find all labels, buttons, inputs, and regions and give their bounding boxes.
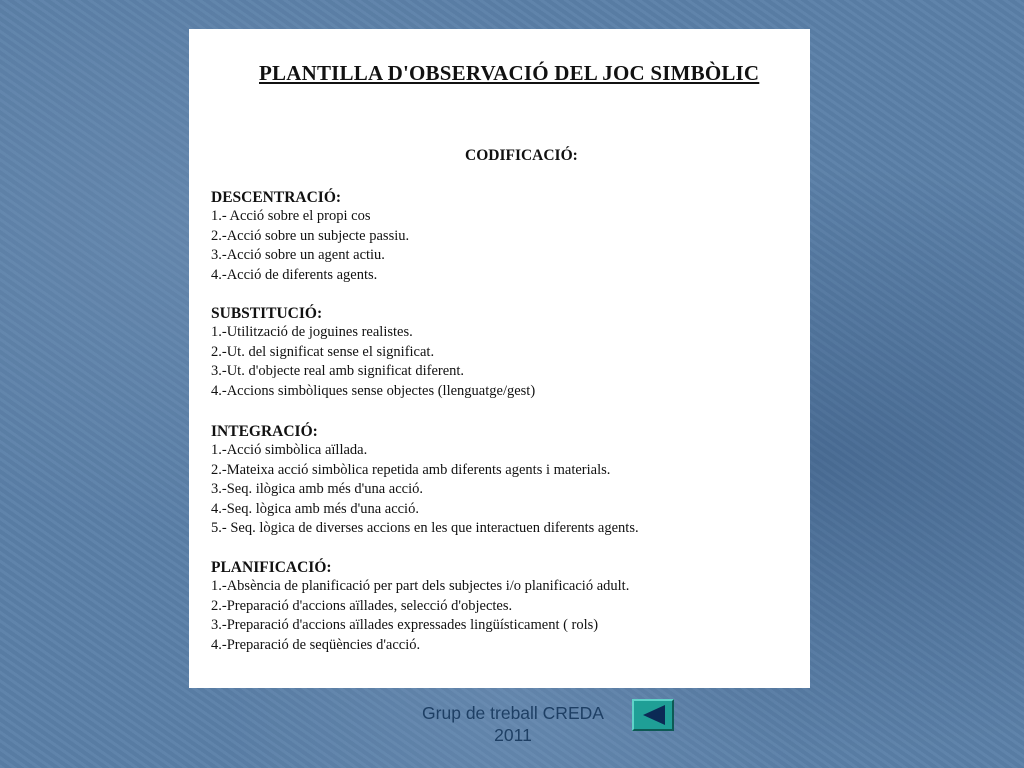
- list-item: 1.-Utilització de joguines realistes.: [211, 324, 413, 340]
- list-item: 2.-Acció sobre un subjecte passiu.: [211, 227, 410, 244]
- section-descentracio: [211, 188, 409, 285]
- list-item: 5.- Seq. lògica de diverses accions en les que interactuen diferents agents.: [211, 520, 639, 536]
- section-heading: DESCENTRACIÓ:: [211, 189, 342, 206]
- section-heading: PLANIFICACIÓ:: [211, 559, 332, 576]
- document-image: [189, 29, 810, 688]
- list-item: 2.-Mateixa acció simbòlica repetida amb diferents agents i materials.: [211, 461, 611, 478]
- list-item: 3.-Preparació d'accions aïllades expressades lingüísticament ( rols): [211, 617, 599, 633]
- list-item: 4.-Preparació de seqüències d'acció.: [211, 636, 421, 653]
- section-planificacio: [211, 558, 629, 655]
- footer-line-1: Grup de treball CREDA: [422, 703, 604, 723]
- list-item: 3.-Ut. d'objecte real amb significat diferent.: [211, 363, 465, 379]
- section-substitucio: [211, 304, 535, 401]
- footer-text: [395, 702, 631, 746]
- list-item: 3.-Acció sobre un agent actiu.: [211, 247, 385, 263]
- back-button[interactable]: [632, 699, 674, 731]
- item-list: [211, 441, 639, 539]
- list-item: 4.-Seq. lògica amb més d'una acció.: [211, 500, 419, 517]
- list-item: 4.-Accions simbòliques sense objectes (llenguatge/gest): [211, 382, 536, 399]
- footer-line-2: 2011: [494, 725, 532, 745]
- list-item: 1.- Acció sobre el propi cos: [211, 208, 371, 224]
- list-item: 2.-Preparació d'accions aïllades, selecció d'objectes.: [211, 597, 513, 614]
- section-heading: INTEGRACIÓ:: [211, 423, 318, 440]
- item-list: [211, 207, 409, 285]
- item-list: [211, 323, 535, 401]
- left-triangle-icon: [640, 704, 668, 726]
- list-item: 3.-Seq. ilògica amb més d'una acció.: [211, 481, 423, 497]
- list-item: 4.-Acció de diferents agents.: [211, 266, 378, 283]
- coding-heading: CODIFICACIÓ:: [465, 147, 578, 164]
- list-item: 1.-Acció simbòlica aïllada.: [211, 442, 368, 458]
- item-list: [211, 577, 629, 655]
- list-item: 2.-Ut. del significat sense el significat.: [211, 343, 435, 360]
- document-title: PLANTILLA D'OBSERVACIÓ DEL JOC SIMBÒLIC: [259, 61, 760, 85]
- section-integracio: [211, 422, 639, 539]
- list-item: 1.-Absència de planificació per part dels subjectes i/o planificació adult.: [211, 578, 630, 594]
- section-heading: SUBSTITUCIÓ:: [211, 305, 323, 322]
